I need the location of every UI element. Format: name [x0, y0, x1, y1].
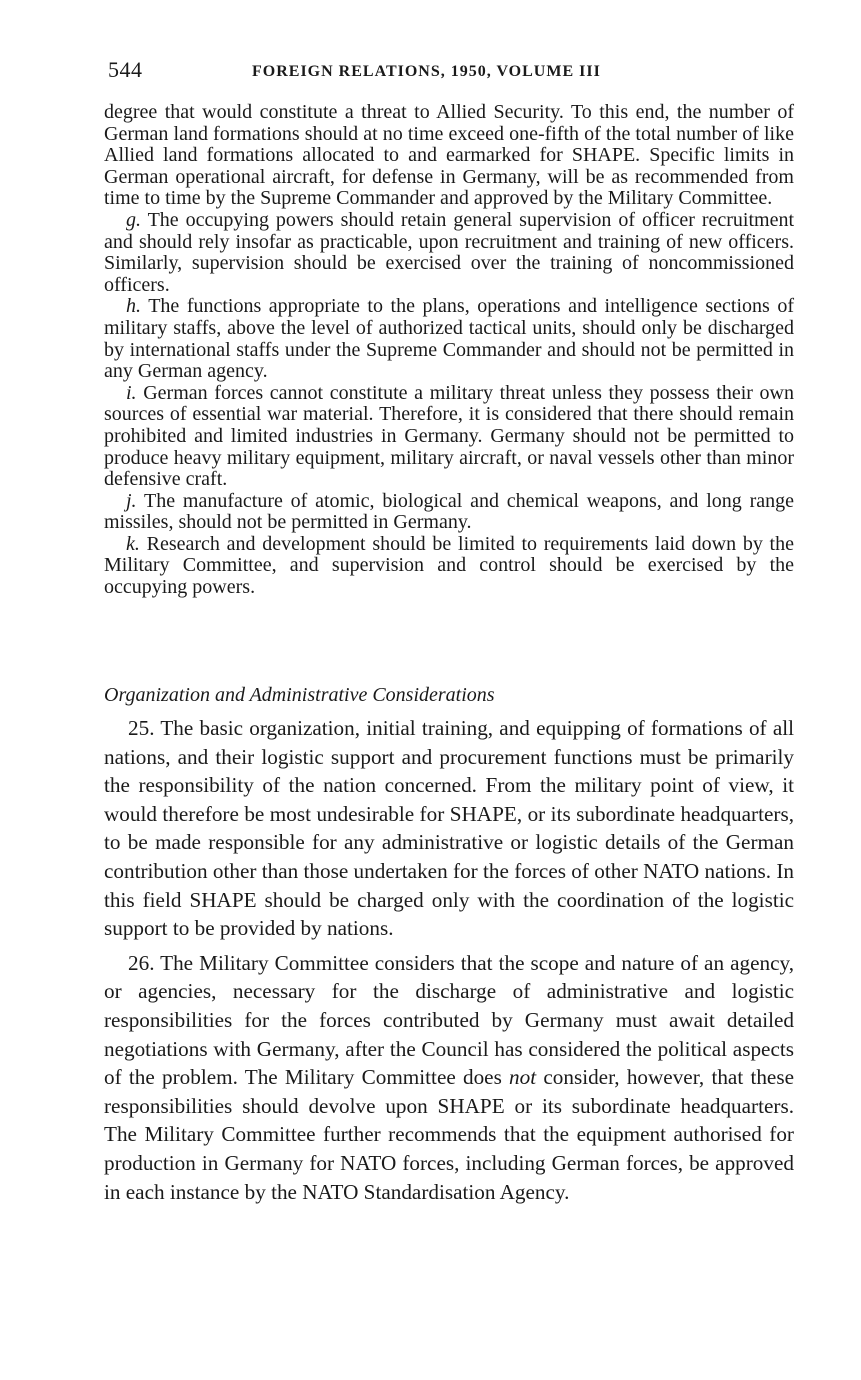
- paragraph-25: 25. The basic organization, initial training, and equipping of formations of all nations, and their logistic support and procurement functions must be primarily the responsibility of the nation concerned. From the military point of view, it would therefore be most undesirable for SHAPE, or its subordinate headquarters, to be made responsible for any administrative or logistic details of the German contribution other than those undertaken for the forces of other NATO nations. In this field SHAPE should be charged only with the coordination of the logistic support to be provided by nations.: [104, 716, 794, 941]
- considerations-section: [104, 714, 794, 1206]
- section-heading: Organization and Administrative Considerations: [104, 684, 495, 706]
- item-text: The functions appropriate to the plans, operations and intelligence sections of military staffs, above the level of authorized tactical units, should only be discharged by international staffs under the Supreme Commander and should not be permitted in any German agency.: [104, 295, 794, 383]
- item-text: The manufacture of atomic, biological and chemical weapons, and long range missiles, should not be permitted in Germany.: [104, 489, 795, 534]
- item-text: The occupying powers should retain general supervision of officer recruitment and should rely insofar as practicable, upon recruitment and training of new officers. Similarly, supervision should be exercised over the training of noncommissioned officers.: [104, 208, 794, 296]
- list-item-g: [104, 210, 794, 296]
- page-header: [108, 57, 794, 87]
- item-text: German forces cannot constitute a military threat unless they possess their own sources of essential war material. Therefore, it is considered that there should remain prohibited and limited industries in Germany. Germany should not be permitted to produce heavy military equipment, military aircraft, or naval vessels other than minor defensive craft.: [104, 381, 795, 491]
- list-item-i: [104, 383, 794, 491]
- list-item-j: [104, 491, 794, 534]
- item-label: h.: [126, 295, 141, 318]
- page-number: 544: [108, 57, 143, 82]
- item-label: k.: [126, 532, 140, 555]
- running-head: FOREIGN RELATIONS, 1950, VOLUME III: [252, 63, 601, 80]
- item-label: g.: [126, 208, 141, 231]
- list-item-k: [104, 534, 794, 599]
- emphasis-not: not: [509, 1065, 537, 1090]
- paragraph-26-text-end: consider, however, that these responsibilities should devolve upon SHAPE or its subordinate headquarters. The Military Committee further recommends that the equipment authorised for production in Germany for NATO forces, including German forces, be approved in each instance by the NATO Standardisation Agency.: [104, 1065, 794, 1204]
- paragraph-26: [104, 949, 794, 1206]
- paragraph-26-text-start: 26. The Military Committee considers that the scope and nature of an agency, or agencies, necessary for the discharge of administrative and logistic responsibilities for the forces contributed by Germany must await detailed negotiations with Germany, after the Council has considered the political aspects of the problem. The Military Committee does: [104, 950, 794, 1090]
- item-label: i.: [126, 381, 137, 404]
- continuation-section: [104, 102, 794, 599]
- item-label: j.: [126, 489, 137, 512]
- item-text: Research and development should be limited to requirements laid down by the Military Committee, and supervision and control should be exercised by the occupying powers.: [104, 532, 794, 599]
- list-item-h: [104, 296, 794, 382]
- continuation-paragraph: degree that would constitute a threat to Allied Security. To this end, the number of German land formations should at no time exceed one-fifth of the total number of like Allied land formations allocated to and earmarked for SHAPE. Specific limits in German operational aircraft, for defense in Germany, will be as recommended from time to time by the Supreme Commander and approved by the Military Committee.: [104, 101, 794, 210]
